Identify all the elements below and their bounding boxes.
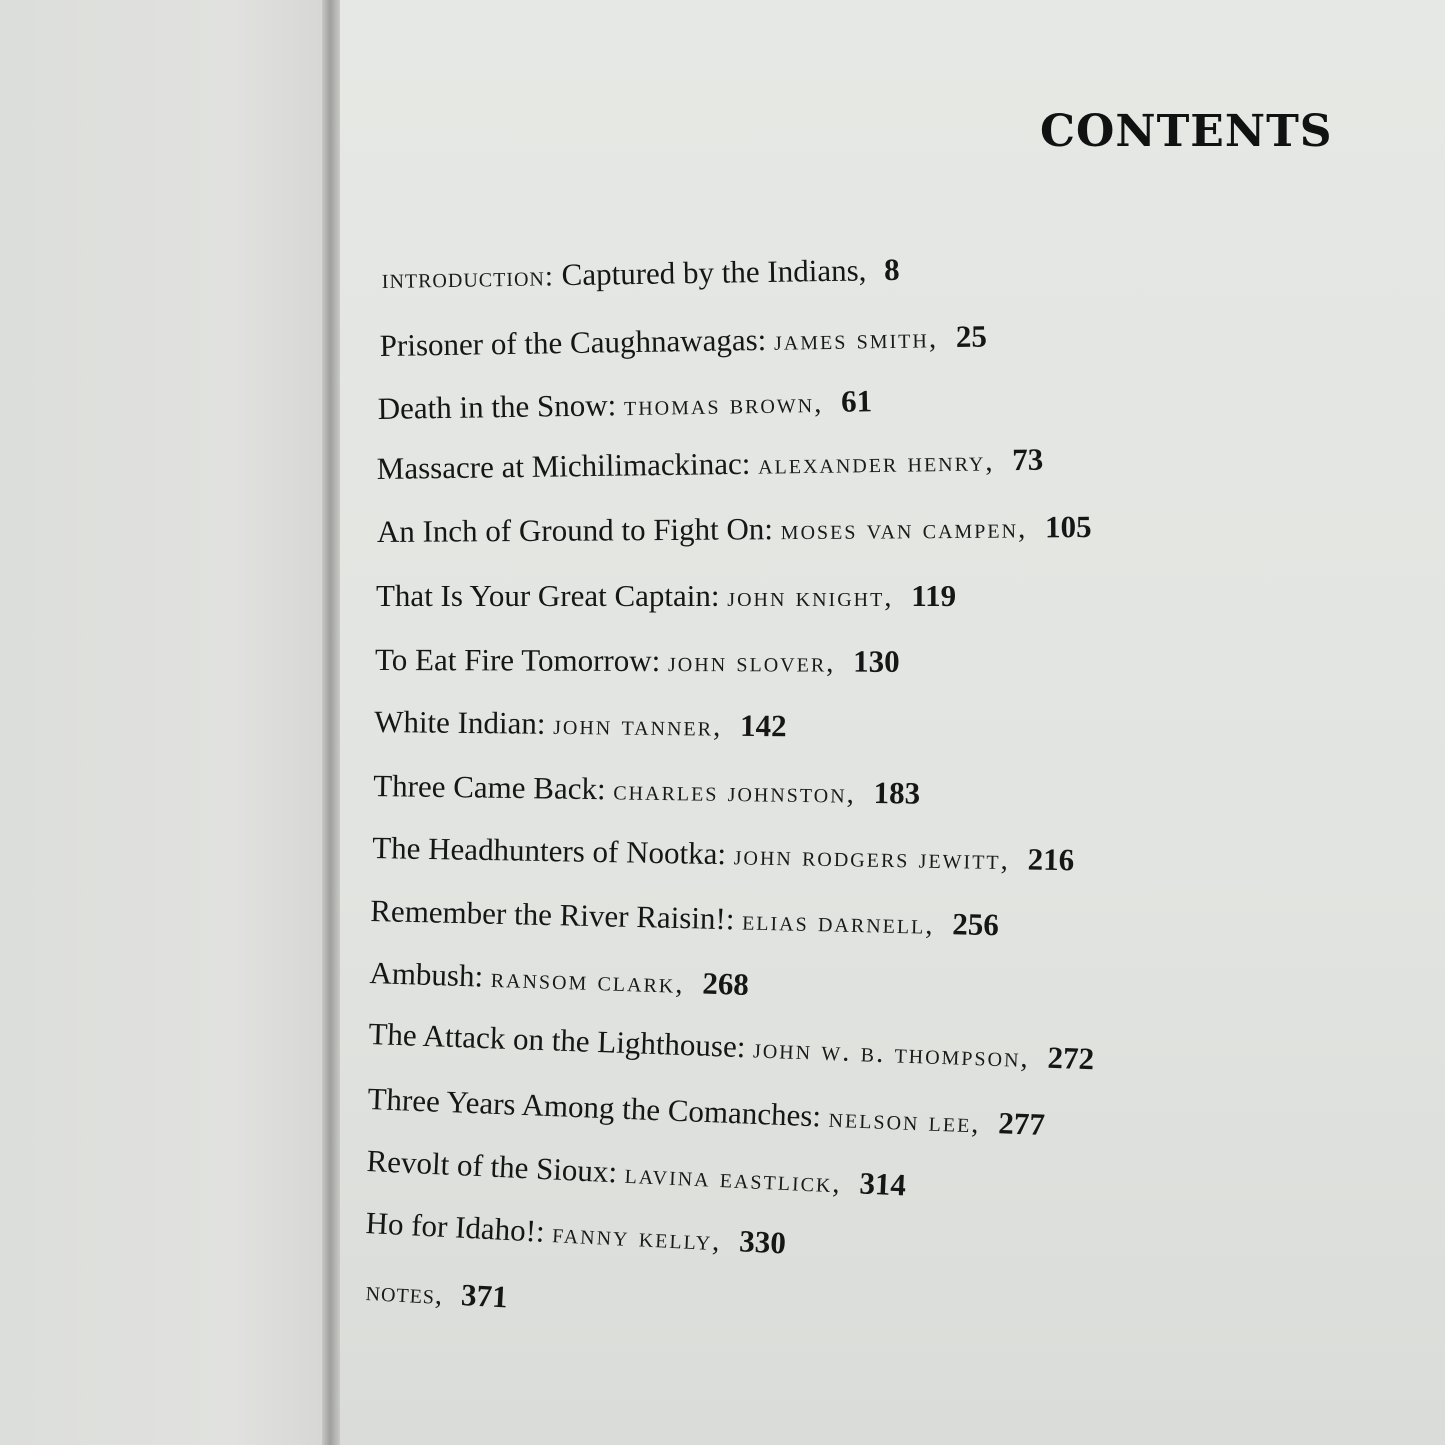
- entry-title: The Headhunters of Nootka:: [371, 830, 727, 872]
- page-number: 8: [883, 251, 900, 288]
- entry-author: moses van campen,: [780, 512, 1028, 547]
- toc-entry: [376, 441, 1044, 486]
- page-number: 25: [955, 318, 988, 354]
- toc-entry: [377, 385, 872, 425]
- entry-title: That Is Your Great Captain:: [376, 578, 720, 613]
- entry-author: thomas brown,: [623, 387, 824, 423]
- introduction-label: introduction:: [381, 260, 555, 295]
- toc-entry: [368, 1018, 1095, 1075]
- notes-label: notes,: [364, 1275, 445, 1312]
- entry-title: Captured by the Indians,: [561, 252, 867, 293]
- toc-entry: [369, 957, 749, 1001]
- entry-author: john slover,: [667, 646, 836, 679]
- entry-title: Ambush:: [368, 955, 484, 994]
- toc-entry: [377, 511, 1092, 548]
- page-number: 277: [997, 1105, 1046, 1143]
- toc-entry-notes: [365, 1274, 508, 1313]
- page-number: 142: [739, 707, 787, 744]
- toc-entry-introduction: [381, 251, 900, 295]
- page-number: 272: [1047, 1039, 1095, 1077]
- page-number: 183: [873, 774, 921, 811]
- entry-author: charles johnston,: [613, 774, 857, 810]
- page-number: 371: [460, 1277, 509, 1315]
- page-number: 314: [858, 1165, 907, 1203]
- toc-entry: [367, 1083, 1046, 1141]
- page-number: 73: [1012, 441, 1044, 478]
- toc-entry: [370, 895, 999, 941]
- entry-author: elias darnell,: [741, 904, 935, 941]
- entry-title: Prisoner of the Caughnawagas:: [379, 321, 767, 363]
- entry-title: To Eat Fire Tomorrow:: [374, 642, 661, 678]
- entry-author: james smith,: [773, 322, 939, 357]
- toc-entry: [372, 832, 1074, 876]
- toc-entry: [375, 644, 900, 678]
- entry-author: john knight,: [727, 581, 894, 613]
- entry-title: Revolt of the Sioux:: [365, 1143, 618, 1190]
- entry-author: nelson lee,: [828, 1101, 982, 1140]
- entry-title: Three Years Among the Comanches:: [366, 1081, 822, 1134]
- toc-entry: [365, 1207, 787, 1260]
- entry-author: ransom clark,: [490, 961, 686, 1000]
- page-number: 61: [840, 383, 873, 419]
- page-number: 330: [738, 1223, 787, 1261]
- contents-heading: CONTENTS: [1040, 106, 1333, 157]
- entry-title: White Indian:: [373, 704, 546, 741]
- entry-author: fanny kelly,: [551, 1217, 723, 1258]
- entry-author: john w. b. thompson,: [752, 1032, 1031, 1075]
- page-number: 130: [853, 643, 900, 679]
- toc-entry: [373, 770, 920, 810]
- toc-entry: [376, 580, 956, 612]
- entry-title: Three Came Back:: [372, 768, 606, 807]
- toc-entry: [366, 1145, 907, 1201]
- entry-title: An Inch of Ground to Fight On:: [376, 511, 774, 549]
- entry-author: alexander henry,: [757, 445, 995, 481]
- entry-title: Ho for Idaho!:: [364, 1205, 546, 1249]
- entry-title: Remember the River Raisin!:: [369, 893, 735, 937]
- page-number: 256: [951, 906, 1000, 943]
- page-number: 119: [911, 578, 957, 613]
- page-number: 105: [1044, 509, 1092, 545]
- page-number: 216: [1027, 841, 1075, 878]
- entry-author: lavina eastlick,: [624, 1157, 843, 1200]
- toc-entry: [379, 320, 987, 362]
- toc-entry: [374, 706, 787, 742]
- entry-title: Massacre at Michilimackinac:: [376, 445, 751, 486]
- page-number: 268: [701, 965, 750, 1002]
- entry-author: john rodgers jewitt,: [733, 839, 1011, 877]
- entry-author: john tanner,: [553, 708, 723, 743]
- entry-title: Death in the Snow:: [377, 387, 617, 426]
- entry-title: The Attack on the Lighthouse:: [367, 1016, 747, 1065]
